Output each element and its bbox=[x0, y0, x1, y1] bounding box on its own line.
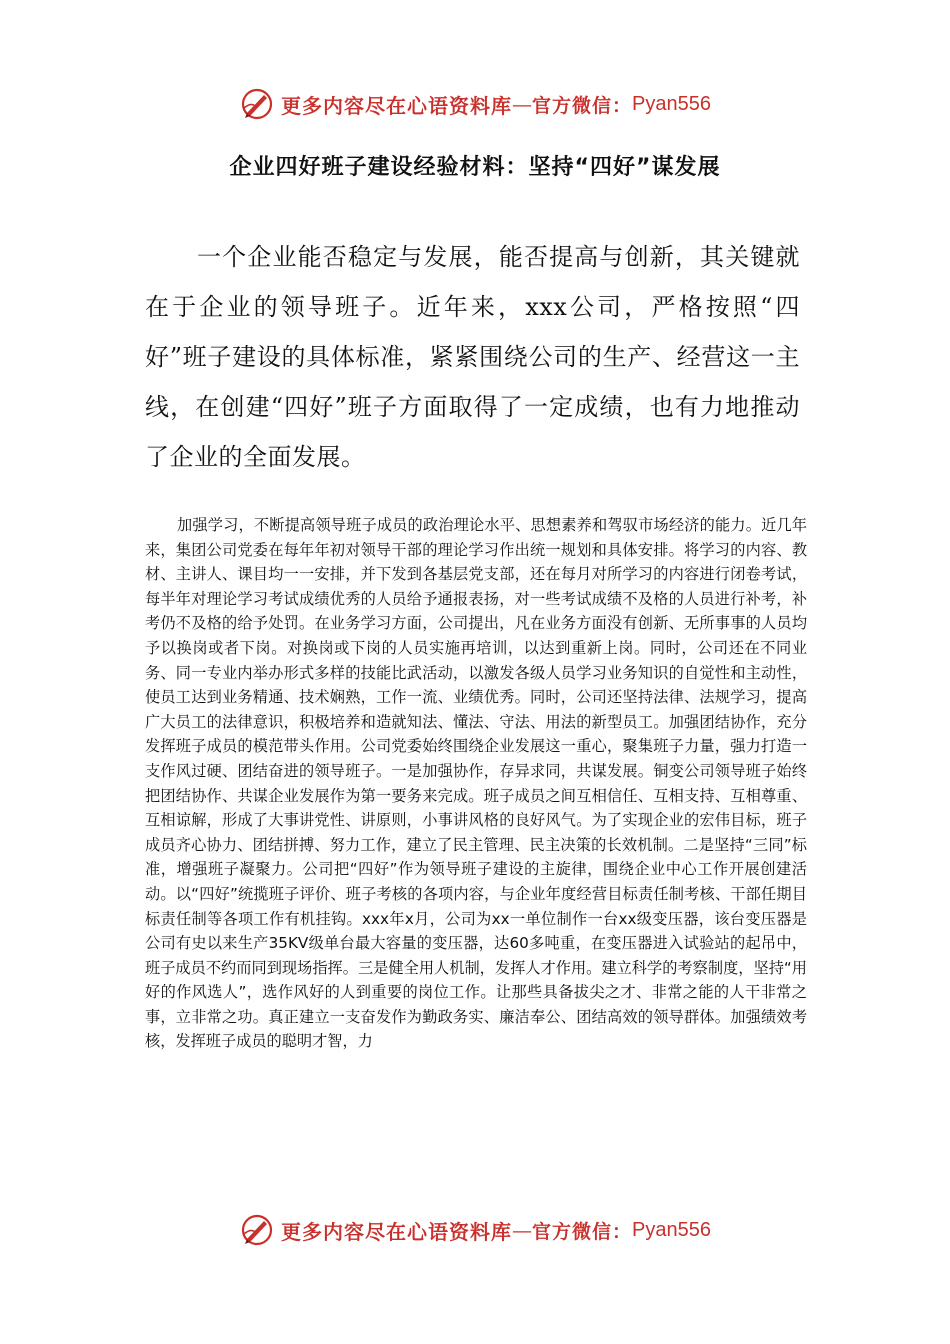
header-brand-text: 更多内容尽在心语资料库 bbox=[281, 93, 512, 118]
footer-wechat-id: Pyan556 bbox=[632, 1218, 711, 1241]
footer-banner bbox=[0, 1206, 950, 1254]
intro-paragraph: 一个企业能否稳定与发展，能否提高与创新，其关键就在于企业的领导班子。近年来，xxx公司，严格按照“四好”班子建设的具体标准，紧紧围绕公司的生产、经营这一主线，在创建“四好”班子方面取得了一定成绩，也有力地推动了企业的全面发展。 bbox=[145, 243, 800, 471]
header-wechat-label: 官方微信： bbox=[532, 94, 633, 117]
footer-separator: — bbox=[512, 1218, 532, 1242]
header-separator: — bbox=[512, 92, 532, 116]
pen-logo-icon bbox=[239, 86, 275, 122]
document-title: 企业四好班子建设经验材料：坚持“四好”谋发展 bbox=[229, 155, 721, 180]
header-banner bbox=[0, 80, 950, 128]
footer-wechat-label: 官方微信： bbox=[532, 1220, 633, 1243]
header-wechat-id: Pyan556 bbox=[632, 92, 711, 115]
pen-logo-icon bbox=[239, 1212, 275, 1248]
footer-brand-text: 更多内容尽在心语资料库 bbox=[281, 1219, 512, 1244]
body-paragraph: 加强学习，不断提高领导班子成员的政治理论水平、思想素养和驾驭市场经济的能力。近几年来，集团公司党委在每年年初对领导干部的理论学习作出统一规划和具体安排。将学习的内容、教材、主讲人、课目均一一安排，并下发到各基层党支部，还在每月对所学习的内容进行闭卷考试，每半年对理论学习考试成绩优秀的人员给予通报表扬，对一些考试成绩不及格的人员进行补考，补考仍不及格的给予处罚。在业务学习方面，公司提出，凡在业务方面没有创新、无所事事的人员均予以换岗或者下岗。对换岗或下岗的人员实施再培训，以达到重新上岗。同时，公司还在不同业务、同一专业内举办形式多样的技能比武活动，以激发各级人员学习业务知识的自觉性和主动性，使员工达到业务精通、技术娴熟，工作一流、业绩优秀。同时，公司还坚持法律、法规学习，提高广大员工的法律意识，积极培养和造就知法、懂法、守法、用法的新型员工。加强团结协作，充分发挥班子成员的模范带头作用。公司党委始终围绕企业发展这一重心，聚集班子力量，强力打造一支作风过硬、团结奋进的领导班子。一是加强协作，存异求同，共谋发展。铜变公司领导班子始终把团结协作、共谋企业发展作为第一要务来完成。班子成员之间互相信任、互相支持、互相尊重、互相谅解，形成了大事讲党性、讲原则，小事讲风格的良好风气。为了实现企业的宏伟目标，班子成员齐心协力、团结拼搏、努力工作，建立了民主管理、民主决策的长效机制。二是坚持“三同”标准，增强班子凝聚力。公司把“四好”作为领导班子建设的主旋律，围绕企业中心工作开展创建活动。以“四好”统揽班子评价、班子考核的各项内容，与企业年度经营目标责任制考核、干部任期目标责任制等各项工作有机挂钩。xxx年x月，公司为xx一单位制作一台xx级变压器，该台变压器是公司有史以来生产35KV级单台最大容量的变压器，达60多吨重，在变压器进入试验站的起吊中，班子成员不约而同到现场指挥。三是健全用人机制，发挥人才作用。建立科学的考察制度，坚持“用好的作风选人”，选作风好的人到重要的岗位工作。让那些具备拔尖之才、非常之能的人干非常之事，立非常之功。真正建立一支奋发作为勤政务实、廉洁奉公、团结高效的领导群体。加强绩效考核，发挥班子成员的聪明才智，力 bbox=[145, 516, 807, 1051]
